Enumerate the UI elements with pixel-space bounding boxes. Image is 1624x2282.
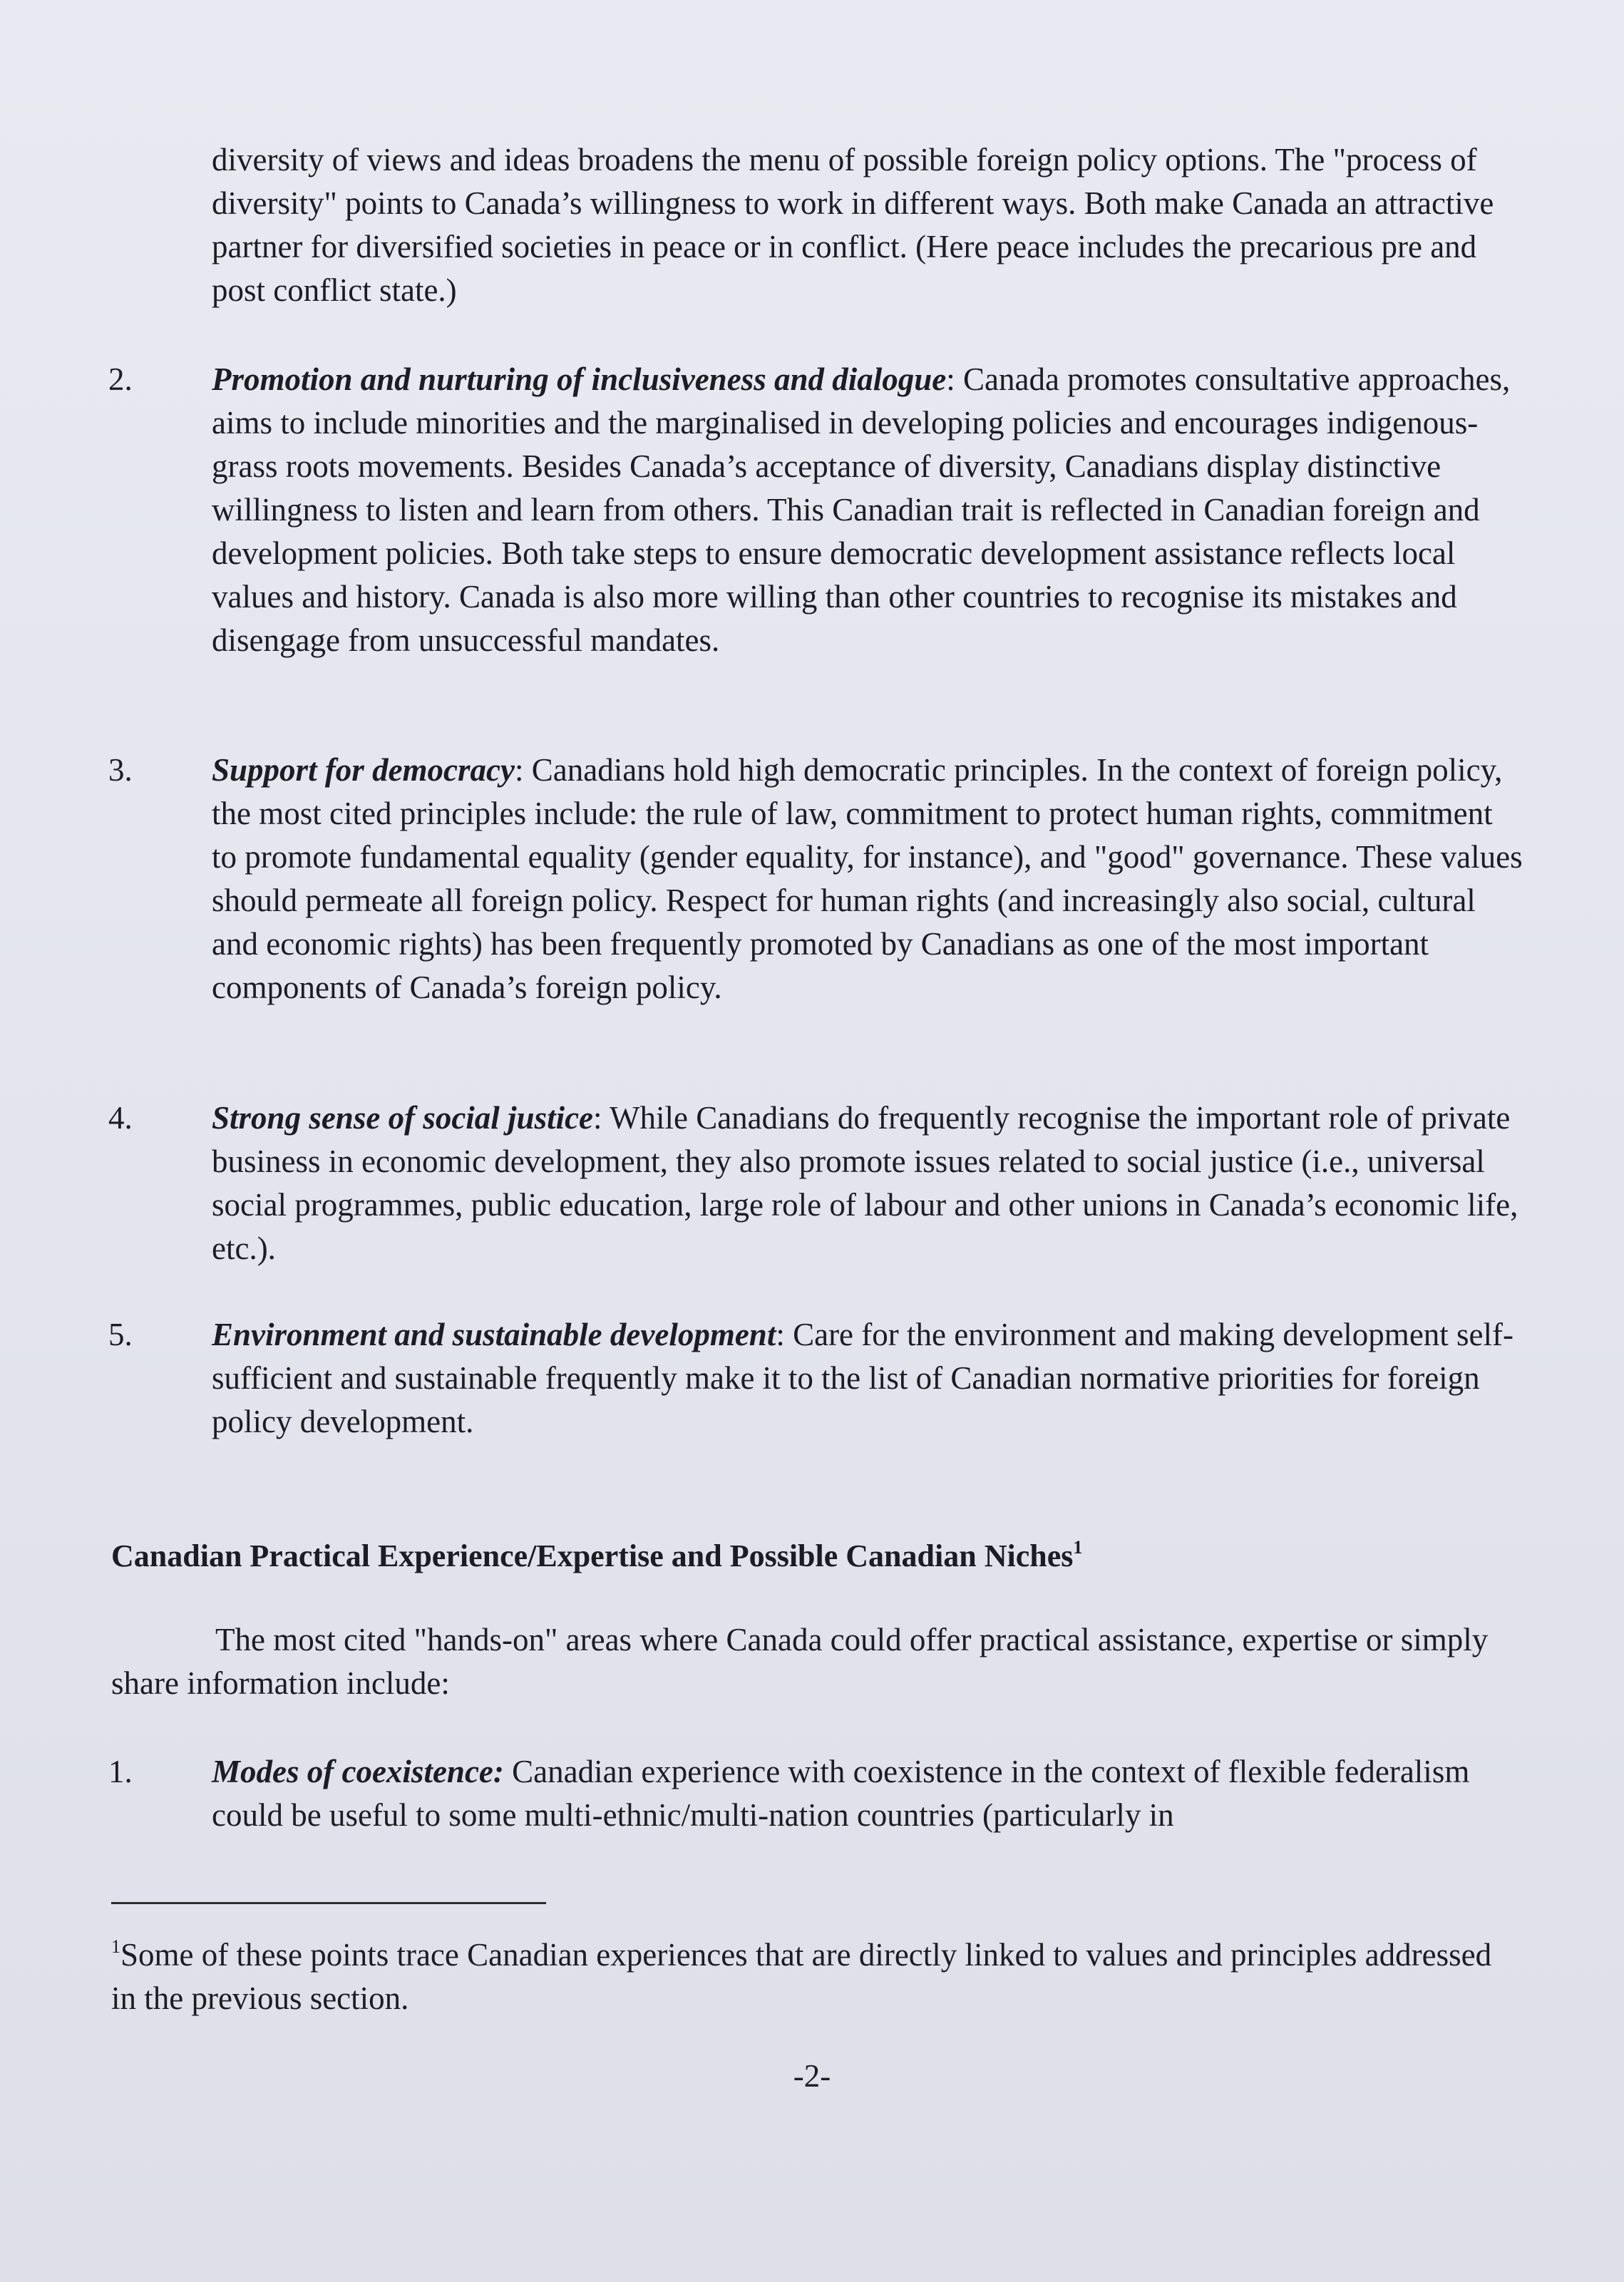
footnote-mark: 1 (111, 1936, 120, 1957)
list-number: 1. (108, 1754, 133, 1789)
page-number: -2- (793, 2058, 831, 2094)
list-body (212, 1313, 1525, 1444)
list-lead: Promotion and nurturing of inclusiveness and dialogue (212, 361, 947, 397)
list-lead: Support for democracy (212, 752, 515, 788)
footnote-reference: 1 (1073, 1537, 1083, 1558)
list-text: : Care for the environment and making development self-sufficient and sustainable frequently make it to the list of Canadian normative priorities for foreign policy development. (212, 1317, 1513, 1439)
section-heading (111, 1535, 1082, 1578)
list-body (212, 358, 1525, 662)
section-heading-text: Canadian Practical Experience/Expertise and Possible Canadian Niches (111, 1538, 1074, 1573)
intro-paragraph: The most cited "hands-on" areas where Canada could offer practical assistance, expertise or simply share information include: (111, 1622, 1489, 1701)
footnote (111, 1933, 1509, 2020)
list-number: 4. (108, 1100, 133, 1136)
list-body (212, 1750, 1525, 1837)
list-lead: Environment and sustainable development (212, 1317, 776, 1352)
list-body (212, 749, 1525, 1009)
footnote-rule (111, 1902, 546, 1904)
list-number: 2. (108, 361, 133, 397)
list-text: : While Canadians do frequently recognise the important role of private business in economic development, they also promote issues related to social justice (i.e., universal social programmes, public education, large role of labour and other unions in Canada’s economic life, etc.). (212, 1100, 1518, 1266)
footnote-text: Some of these points trace Canadian experiences that are directly linked to values and principles addressed in the previous section. (111, 1937, 1492, 2016)
list-body (212, 1096, 1531, 1270)
list-number: 5. (108, 1317, 133, 1352)
list-text: Canadian experience with coexistence in the context of flexible federalism could be useful to some multi-ethnic/multi-nation countries (particularly in (212, 1754, 1470, 1833)
list-lead: Modes of coexistence: (212, 1754, 504, 1789)
list-text: : Canada promotes consultative approaches, aims to include minorities and the marginalised in developing policies and encourages indigenous-grass roots movements. Besides Canada’s acceptance of diversity, Canadians display distinctive willingness to listen and learn from others. This Canadian trait is reflected in Canadian foreign and development policies. Both take steps to ensure democratic development assistance reflects local values and history. Canada is also more willing than other countries to recognise its mistakes and disengage from unsuccessful mandates. (212, 361, 1511, 658)
list-number: 3. (108, 752, 133, 788)
continued-paragraph: diversity of views and ideas broadens the menu of possible foreign policy options. The "process of diversity" points to Canada’s willingness to work in different ways. Both make Canada an attractive partner for diversified societies in peace or in conflict. (Here peace includes the precarious pre and post conflict state.) (212, 142, 1494, 308)
list-lead: Strong sense of social justice (212, 1100, 594, 1136)
list-text: : Canadians hold high democratic principles. In the context of foreign policy, the most cited principles include: the rule of law, commitment to protect human rights, commitment to promote fundamental equality (gender equality, for instance), and "good" governance. These values should permeate all foreign policy. Respect for human rights (and increasingly also social, cultural and economic rights) has been frequently promoted by Canadians as one of the most important components of Canada’s foreign policy. (212, 752, 1523, 1005)
